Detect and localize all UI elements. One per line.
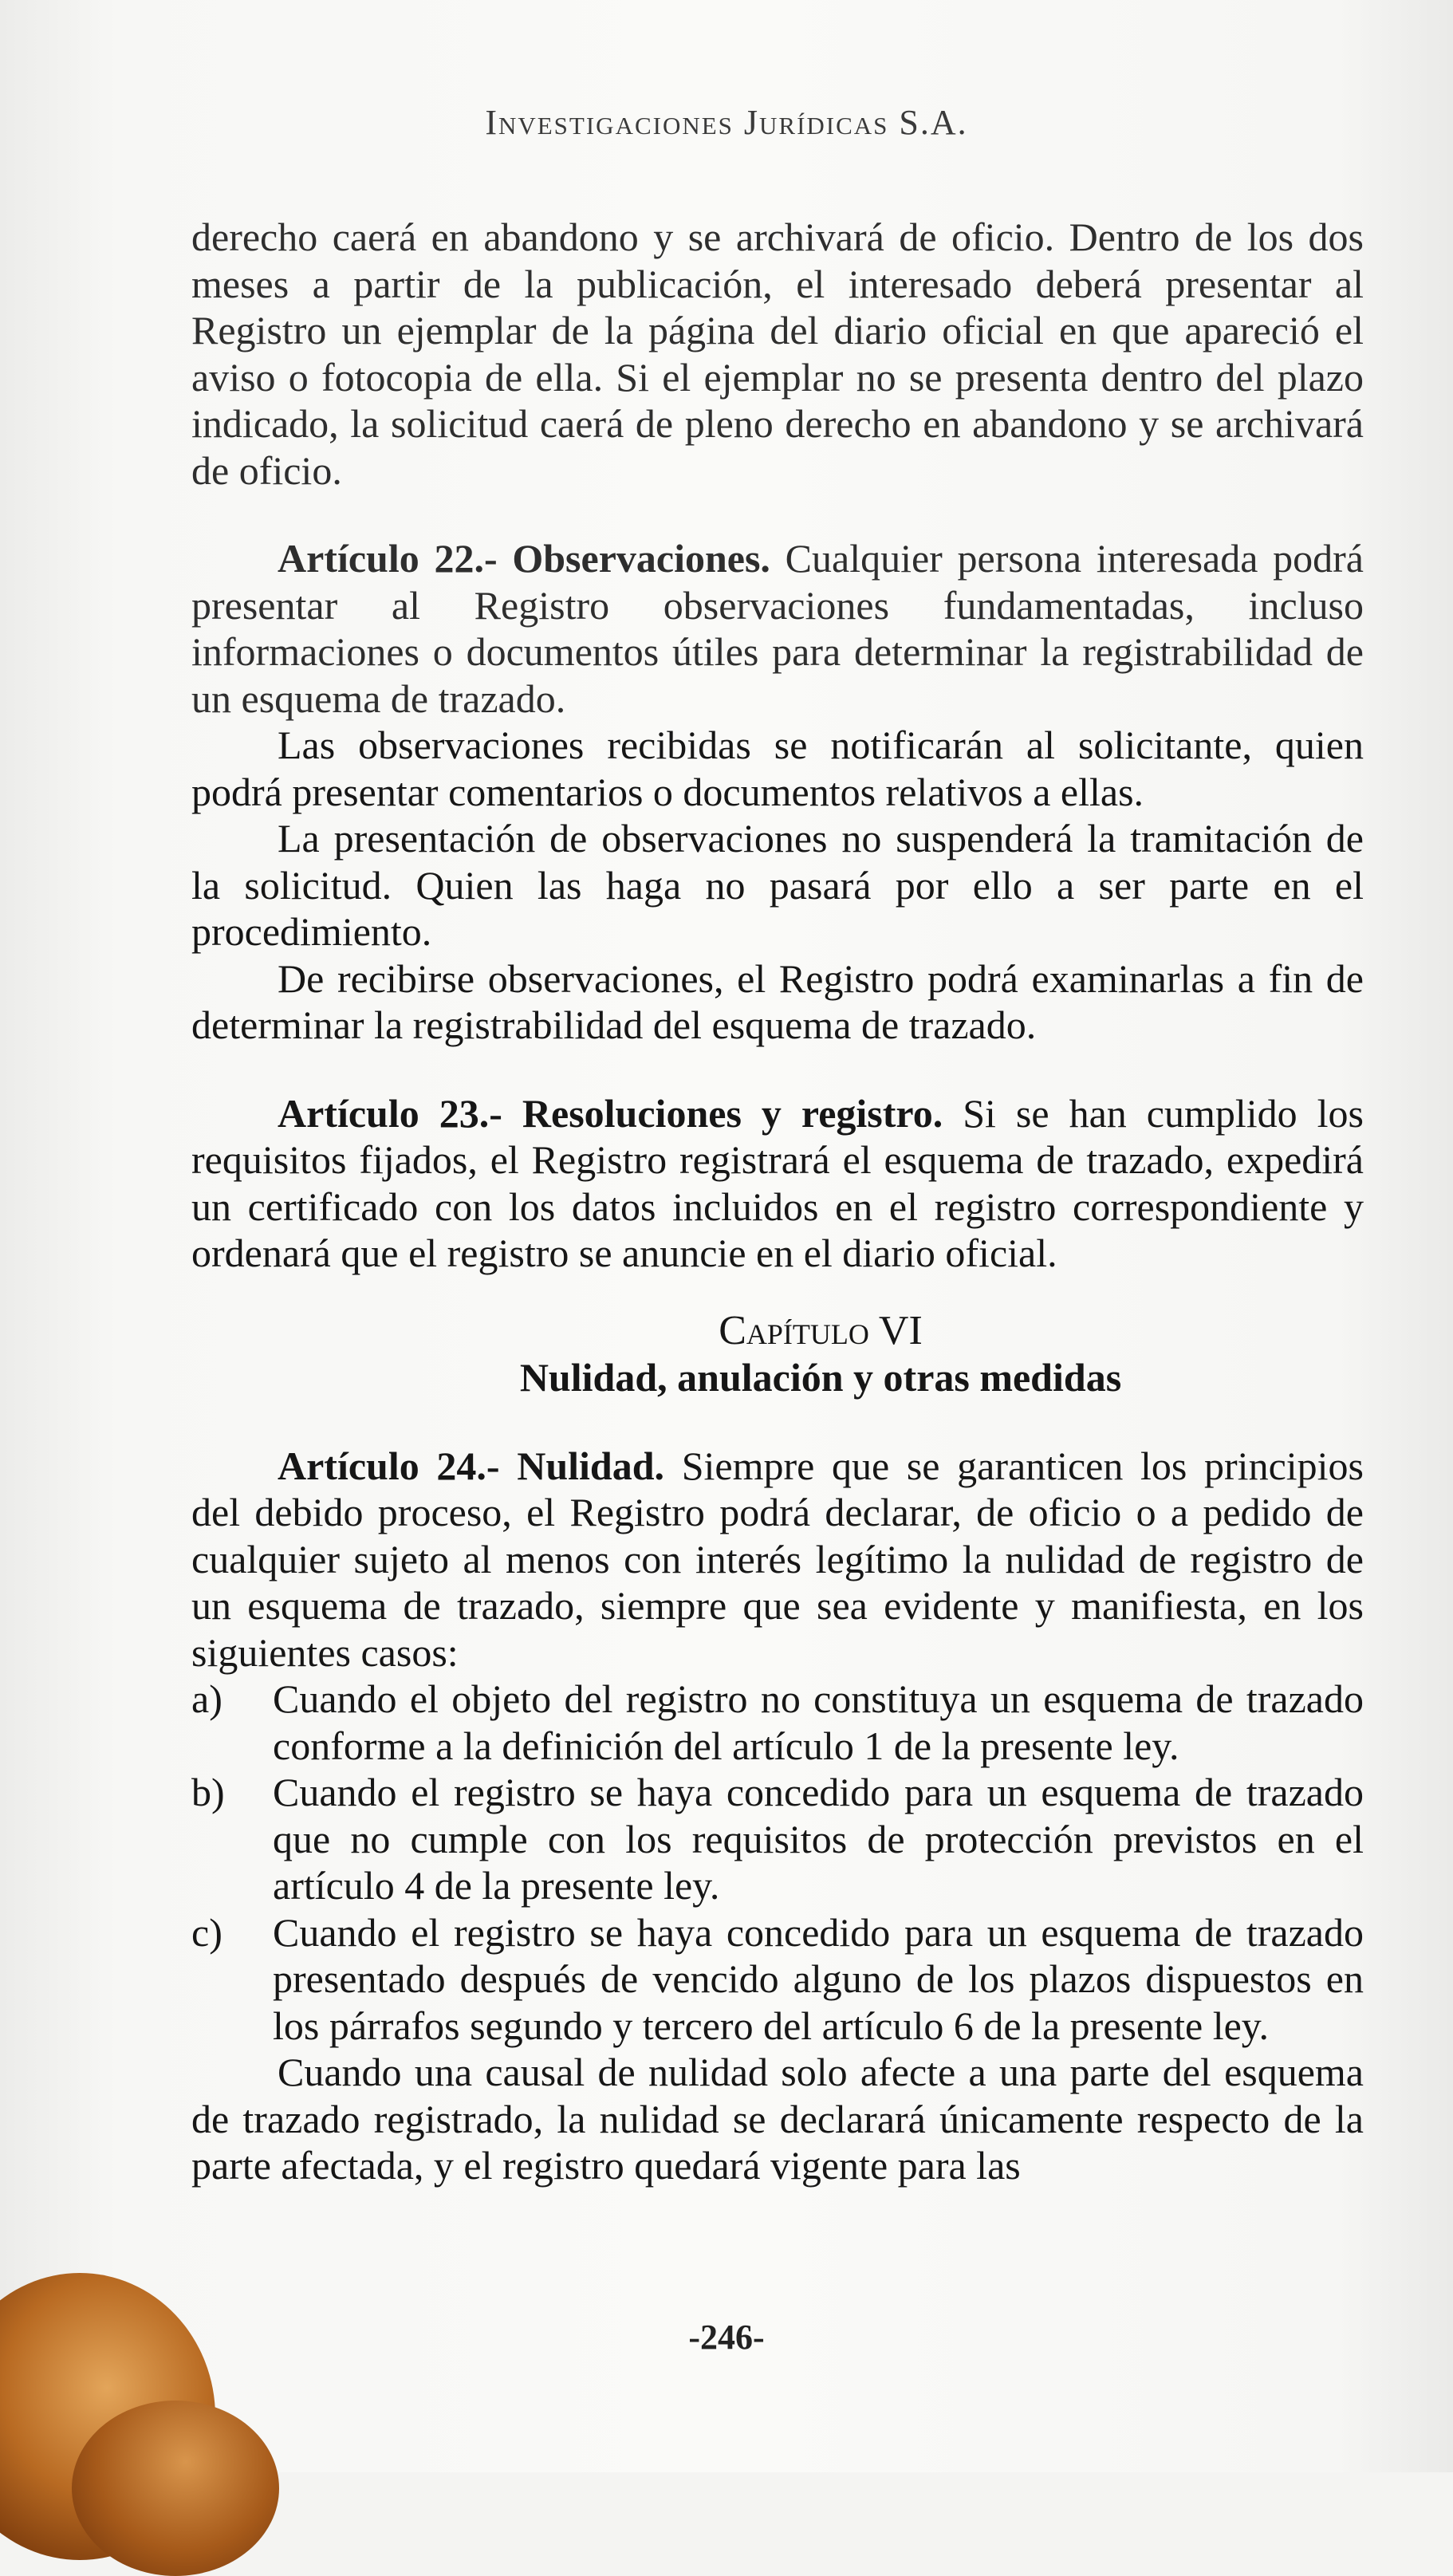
article-24-closing-paragraph: Cuando una causal de nulidad solo afecte a una parte del esquema de trazado registrado, la nulidad se declarará únicamente respecto de la parte afectada, y el registro quedará vigente para las (191, 2050, 1364, 2188)
article-23-text: Si se han cumplido los requisitos fijados, el Registro registrará el esquema de trazado, expedirá un certificado con los datos incluidos en el registro correspondiente y ordenará que el registro se anuncie en el diario oficial. (191, 1090, 1364, 1275)
list-item (191, 1769, 1364, 1909)
article-22-heading: Artículo 22.- Observaciones. (278, 536, 770, 581)
article-23-heading: Artículo 23.- Resoluciones y registro. (278, 1090, 943, 1136)
article-22-paragraph (191, 535, 1364, 722)
chapter-number (191, 1307, 1364, 1355)
spacer (191, 1277, 1364, 1307)
chapter-number-text: Capítulo VI (719, 1307, 923, 1353)
article-23-paragraph (191, 1090, 1364, 1277)
article-24-text: Siempre que se garanticen los principios del debido proceso, el Registro podrá declarar, de oficio o a pedido de cualquier sujeto al menos con interés legítimo la nulidad de registro de un esquema de trazado, siempre que sea evidente y manifiesta, en los siguientes casos: (191, 1443, 1364, 1675)
article-24-paragraph (191, 1443, 1364, 1676)
list-item (191, 1676, 1364, 1769)
list-item-text: Cuando el objeto del registro no constituya un esquema de trazado conforme a la definición del artículo 1 de la presente ley. (273, 1676, 1364, 1768)
article-22-paragraph-2: Las observaciones recibidas se notificarán al solicitante, quien podrá presentar comentarios o documentos relativos a ellas. (191, 723, 1364, 814)
chapter-title: Nulidad, anulación y otras medidas (519, 1355, 1122, 1400)
running-header: Investigaciones Jurídicas S.A. (485, 103, 968, 142)
article-22-paragraph-3: La presentación de observaciones no suspenderá la tramitación de la solicitud. Quien las haga no pasará por ello a ser parte en el procedimiento. (191, 816, 1364, 954)
list-item-text: Cuando el registro se haya concedido para un esquema de trazado que no cumple con los requisitos de protección previstos en el artículo 4 de la presente ley. (273, 1770, 1364, 1908)
finger-shape (72, 2401, 279, 2576)
page-number: -246- (688, 2318, 765, 2357)
page-body (191, 214, 1364, 2189)
list-item-letter: c) (191, 1909, 222, 1955)
article-24-heading: Artículo 24.- Nulidad. (278, 1443, 665, 1488)
spacer (191, 494, 1364, 535)
list-item-letter: a) (191, 1676, 222, 1721)
list-item-text: Cuando el registro se haya concedido para un esquema de trazado presentado después de vencido alguno de los plazos dispuestos en los párrafos segundo y tercero del artículo 6 de la presente ley. (273, 1909, 1364, 2048)
list-item (191, 1909, 1364, 2050)
article-22-text: Cualquier persona interesada podrá presentar al Registro observaciones fundamentadas, incluso informaciones o documentos útiles para determinar la registrabilidad de un esquema de trazado. (191, 536, 1364, 721)
spacer (191, 1401, 1364, 1443)
list-item-letter: b) (191, 1770, 225, 1814)
spacer (191, 1049, 1364, 1090)
paragraph-continuation: derecho caerá en abandono y se archivará de oficio. Dentro de los dos meses a partir de la publicación, el interesado deberá presentar al Registro un ejemplar de la página del diario oficial en que apareció el aviso o fotocopia de ella. Si el ejemplar no se presenta dentro del plazo indicado, la solicitud caerá de pleno derecho en abandono y se archivará de oficio. (191, 215, 1364, 493)
article-22-paragraph-4: De recibirse observaciones, el Registro podrá examinarlas a fin de determinar la registrabilidad del esquema de trazado. (191, 955, 1364, 1047)
